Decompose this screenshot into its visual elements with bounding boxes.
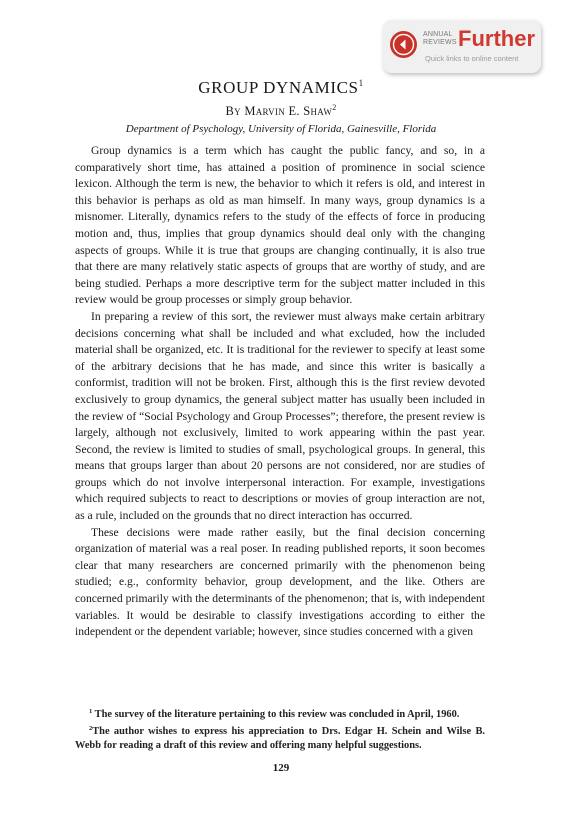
banner-reviews-label: REVIEWS	[423, 39, 457, 46]
page-number: 129	[272, 762, 290, 774]
paragraph-3: These decisions were made rather easily, but the final decision concerning organization of material was a real poser. In reading published reports, it soon becomes clear that many researchers are concerned primarily with the phenomenon being studied; e.g., conformity behavior, group development, and the like. Others are concerned primarily with the determinants of the phenomenon; that is, with independent variables. It would be desirable to classify investigations according to either the independent or the dependent variable; however, since studies concerned with a given	[75, 525, 485, 639]
paragraph-1: Group dynamics is a term which has caught the public fancy, and so, in a comparatively short time, has attained a position of prominence in social science lexicon. Although the term is new, the behavior to which it refers is old, and interest in this behavior is perhaps as old as man himself. In many ways, group dynamics is a misnomer. Literally, dynamics refers to the study of the effects of force in producing motion and, thus, implies that group dynamics should deal only with the changing aspects of groups. While it is true that groups are changing continually, it is also true that there are many relatively static aspects of groups that are worthy of study, and are being studied. Perhaps a more descriptive term for the subject matter included in this review would be group processes or simply group behavior.	[75, 144, 485, 307]
further-banner[interactable]	[383, 20, 541, 73]
banner-brand[interactable]: Further	[458, 26, 535, 51]
article-title	[0, 78, 562, 98]
article-body	[75, 143, 485, 641]
play-icon[interactable]	[390, 31, 417, 58]
banner-subtitle: Quick links to online content	[425, 54, 519, 63]
title-footnote-mark: 1	[358, 78, 364, 88]
byline-footnote-mark: 2	[332, 103, 337, 112]
author-byline	[0, 103, 562, 119]
footnote-1-text: The survey of the literature pertaining to this review was concluded in April, 1960.	[94, 709, 460, 720]
footnote-2	[75, 722, 485, 753]
footnote-1-mark: 1	[89, 708, 93, 715]
paragraph-2: In preparing a review of this sort, the reviewer must always make certain arbitrary decisions concerning what shall be included and what excluded, how the included material shall be organized, etc. It is traditional for the reviewer to specify at least some of the arbitrary decisions that he has made, and since this writer is basically a conformist, tradition will not be broken. First, although this is the first review devoted exclusively to group dynamics, the general subject matter has usually been included in the review of “Social Psychology and Group Processes”; therefore, the present review is largely, although not exclusively, limited to work appearing within the past year. Second, the review is limited to studies of small, psychological groups. In general, this means that groups larger than about 20 persons are not considered, nor are studies of groups which do not involve interpersonal interaction. For example, investigations which required subjects to react to descriptions or movies of group interaction are not, as a rule, included on the grounds that no direct interaction has occurred.	[75, 309, 485, 523]
banner-annual-label: ANNUAL	[423, 31, 453, 38]
footnote-2-text: The author wishes to express his appreciation to Drs. Edgar H. Schein and Wilse B. Webb for reading a draft of this review and offering many helpful suggestions.	[75, 725, 485, 751]
byline-text: By Marvin E. Shaw	[225, 104, 333, 118]
footnote-2-mark: 2	[89, 724, 93, 732]
title-text: GROUP DYNAMICS	[198, 78, 359, 97]
footnote-1	[75, 705, 485, 722]
author-affiliation: Department of Psychology, University of Florida, Gainesville, Florida	[125, 123, 437, 135]
footnotes	[75, 705, 485, 752]
